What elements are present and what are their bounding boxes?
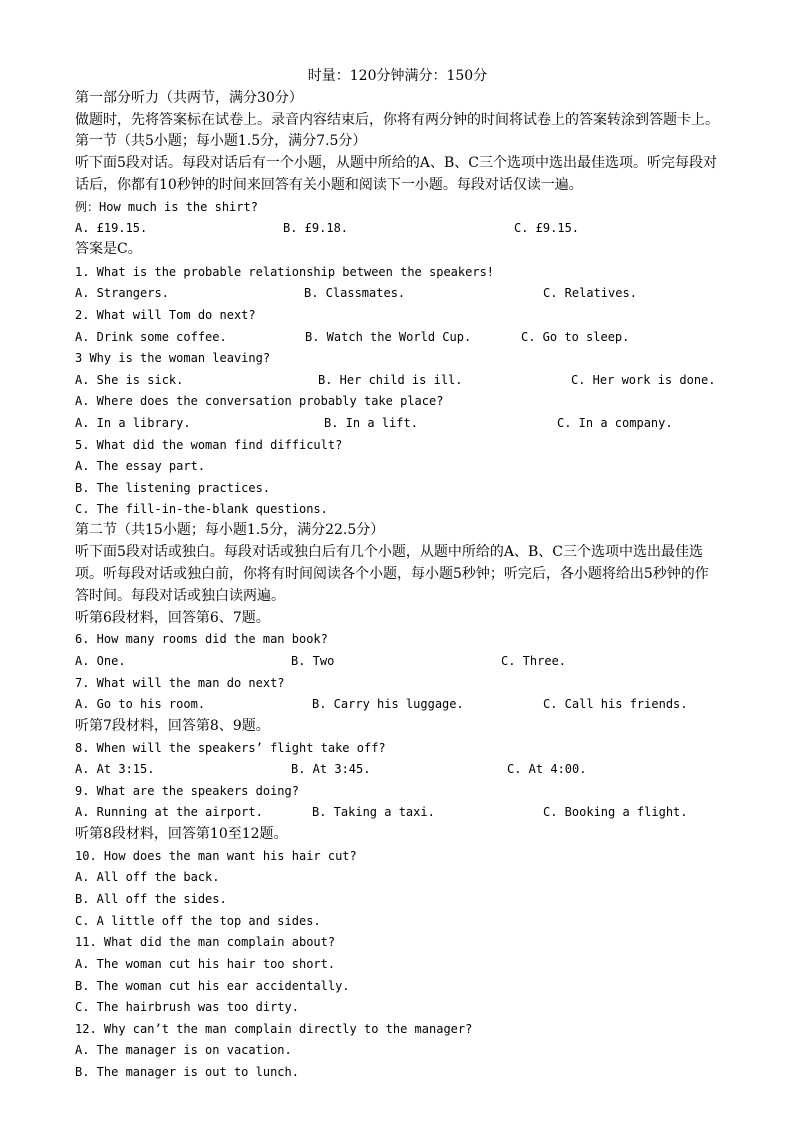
section2-instruction-line1: 听下面5段对话或独白。每段对话或独白后有几个小题，从题中所给的A、B、C三个选项中选出最佳选	[75, 544, 704, 560]
question-10: 10. How does the man want his hair cut?	[75, 849, 357, 863]
question-2: 2. What will Tom do next?	[75, 308, 256, 322]
q4-option-a: A. In a library.	[75, 416, 191, 430]
q9-option-a: A. Running at the airport.	[75, 805, 263, 819]
q1-option-a: A. Strangers.	[75, 286, 169, 300]
q4-option-b: B. In a lift.	[324, 416, 418, 430]
q4-option-c: C. In a company.	[557, 416, 673, 430]
q3-option-a: A. She is sick.	[75, 373, 184, 387]
question-1: 1. What is the probable relationship between the speakers!	[75, 265, 495, 279]
q5-option-c: C. The fill-in-the-blank questions.	[75, 502, 328, 516]
q8-option-a: A. At 3:15.	[75, 762, 155, 776]
q5-option-b: B. The listening practices.	[75, 481, 271, 495]
section1-title: 第一节（共5小题；每小题1.5分，满分7.5分）	[75, 133, 367, 149]
q11-option-b: B. The woman cut his ear accidentally.	[75, 979, 350, 993]
q3-option-b: B. Her child is ill.	[318, 373, 463, 387]
example-option-a: A. £19.15.	[75, 221, 148, 235]
q12-option-b: B. The manager is out to lunch.	[75, 1065, 299, 1079]
section1-instruction-line1: 听下面5段对话。每段对话后有一个小题，从题中所给的A、B、C三个选项中选出最佳选项。听完每段对	[75, 155, 718, 171]
part1-instruction: 做题时，先将答案标在试卷上。录音内容结束后，你将有两分钟的时间将试卷上的答案转涂到答题卡上。	[75, 112, 719, 128]
q7-option-c: C. Call his friends.	[543, 697, 688, 711]
question-11: 11. What did the man complain about?	[75, 935, 336, 949]
q6-option-a: A. One.	[75, 654, 126, 668]
q6-option-b: B. Two	[291, 654, 335, 668]
question-7: 7. What will the man do next?	[75, 676, 285, 690]
question-12: 12. Why can’t the man complain directly to the manager?	[75, 1022, 473, 1036]
q7-option-b: B. Carry his luggage.	[312, 697, 464, 711]
q12-option-a: A. The manager is on vacation.	[75, 1043, 292, 1057]
q5-option-a: A. The essay part.	[75, 459, 206, 473]
part1-title: 第一部分听力（共两节，满分30分）	[75, 90, 303, 106]
question-9: 9. What are the speakers doing?	[75, 784, 299, 798]
q8-option-b: B. At 3:45.	[291, 762, 371, 776]
example-option-c: C. £9.15.	[514, 221, 580, 235]
segment-7-heading: 听第7段材料，回答第8、9题。	[75, 718, 270, 734]
q2-option-b: B. Watch the World Cup.	[305, 330, 472, 344]
example-question: 例：How much is the shirt?	[75, 200, 258, 214]
segment-8-heading: 听第8段材料，回答第10至12题。	[75, 826, 288, 842]
q6-option-c: C. Three.	[501, 654, 567, 668]
q9-option-c: C. Booking a flight.	[543, 805, 688, 819]
section2-title: 第二节（共15小题；每小题1.5分，满分22.5分）	[75, 522, 385, 538]
q7-option-a: A. Go to his room.	[75, 697, 206, 711]
q10-option-b: B. All off the sides.	[75, 892, 227, 906]
q1-option-c: C. Relatives.	[543, 286, 637, 300]
question-4: A. Where does the conversation probably take place?	[75, 394, 444, 408]
q11-option-c: C. The hairbrush was too dirty.	[75, 1000, 299, 1014]
q9-option-b: B. Taking a taxi.	[312, 805, 435, 819]
section1-instruction-line2: 话后，你都有10秒钟的时间来回答有关小题和阅读下一小题。每段对话仅读一遍。	[75, 177, 583, 193]
segment-6-heading: 听第6段材料，回答第6、7题。	[75, 610, 270, 626]
q8-option-c: C. At 4:00.	[507, 762, 587, 776]
q2-option-c: C. Go to sleep.	[521, 330, 630, 344]
question-6: 6. How many rooms did the man book?	[75, 632, 328, 646]
q10-option-c: C. A little off the top and sides.	[75, 914, 321, 928]
question-8: 8. When will the speakers’ flight take off?	[75, 741, 386, 755]
example-option-b: B. £9.18.	[283, 221, 349, 235]
q11-option-a: A. The woman cut his hair too short.	[75, 957, 336, 971]
example-answer: 答案是C。	[75, 241, 142, 257]
section2-instruction-line3: 答时间。每段对话或独白读两遍。	[75, 588, 285, 604]
q10-option-a: A. All off the back.	[75, 870, 220, 884]
q2-option-a: A. Drink some coffee.	[75, 330, 227, 344]
section2-instruction-line2: 项。听每段对话或独白前，你将有时间阅读各个小题，每小题5秒钟；听完后，各小题将给出5秒钟的作	[75, 566, 709, 582]
exam-time-header: 时量：120分钟满分：150分	[307, 68, 488, 84]
question-5: 5. What did the woman find difficult?	[75, 438, 343, 452]
question-3: 3 Why is the woman leaving?	[75, 351, 271, 365]
q3-option-c: C. Her work is done.	[571, 373, 716, 387]
q1-option-b: B. Classmates.	[304, 286, 406, 300]
